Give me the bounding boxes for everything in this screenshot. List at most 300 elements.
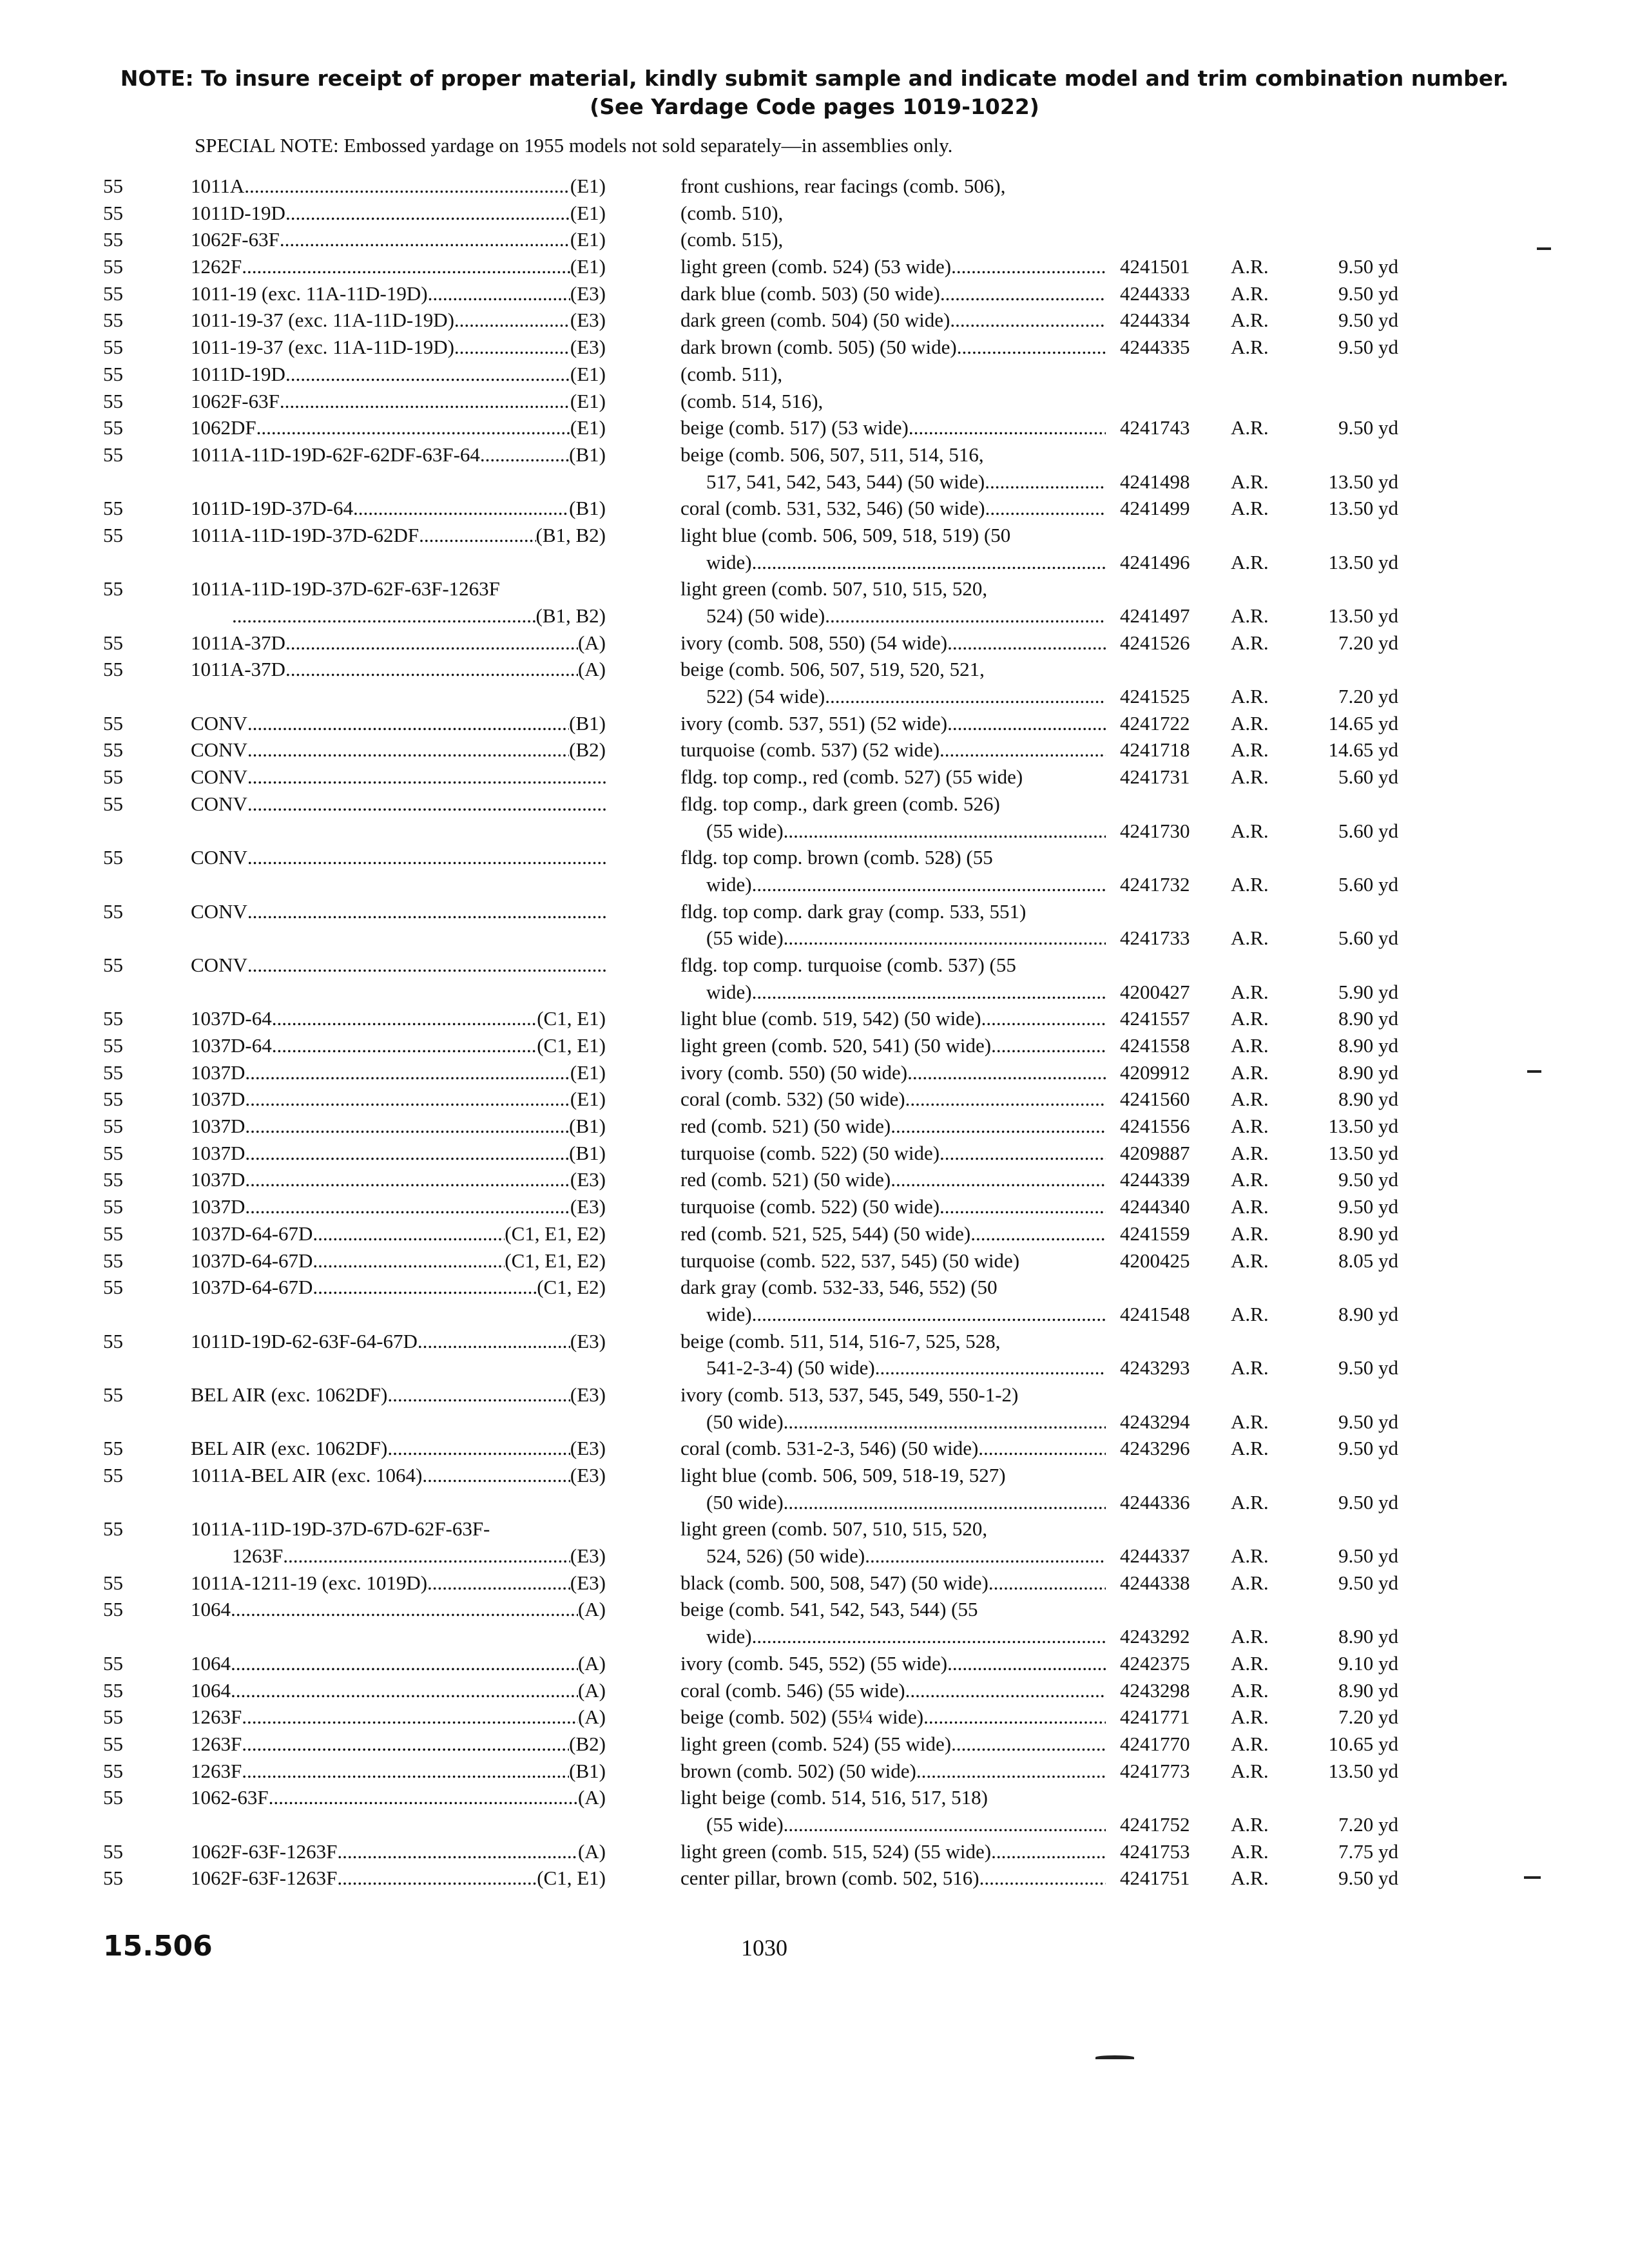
model-text: 1011A-11D-19D-37D-62DF bbox=[191, 523, 419, 546]
catalog-entry bbox=[0, 736, 1629, 764]
yardage-amount: 8.90 yd bbox=[1338, 1625, 1398, 1648]
leader-dots bbox=[985, 468, 1106, 495]
description-text: dark green (comb. 504) (50 wide) bbox=[680, 309, 950, 332]
model-text: 1263F bbox=[191, 1706, 242, 1729]
model-designation bbox=[191, 200, 606, 227]
model-year: 55 bbox=[103, 523, 123, 546]
catalog-line bbox=[0, 925, 1629, 952]
catalog-line bbox=[0, 1193, 1629, 1220]
model-designation bbox=[191, 1059, 606, 1086]
catalog-entry bbox=[0, 388, 1629, 415]
model-year: 55 bbox=[103, 899, 123, 923]
item-description bbox=[680, 1515, 1106, 1542]
yardage-amount: 9.50 yd bbox=[1338, 1571, 1398, 1594]
catalog-line bbox=[0, 1758, 1629, 1785]
trim-code: (E3) bbox=[570, 282, 606, 305]
catalog-entry bbox=[0, 1247, 1629, 1274]
part-number: 4241751 bbox=[1120, 1867, 1190, 1890]
part-number: 4244338 bbox=[1120, 1571, 1190, 1594]
model-text: 1037D bbox=[191, 1195, 246, 1218]
leader-dots bbox=[313, 1247, 505, 1274]
yardage-amount: 9.50 yd bbox=[1338, 1867, 1398, 1890]
quantity: A.R. bbox=[1231, 282, 1269, 305]
part-number: 4244333 bbox=[1120, 282, 1190, 305]
model-designation bbox=[191, 1865, 606, 1892]
model-text: 1011A-37D bbox=[191, 631, 285, 654]
catalog-line bbox=[0, 1301, 1629, 1328]
leader-dots bbox=[454, 334, 570, 361]
part-number: 4243292 bbox=[1120, 1625, 1190, 1648]
quantity: A.R. bbox=[1231, 1437, 1269, 1460]
leader-dots bbox=[256, 414, 570, 441]
description-text: ivory (comb. 545, 552) (55 wide) bbox=[680, 1651, 948, 1675]
catalog-line bbox=[0, 441, 1629, 468]
description-text: (50 wide) bbox=[706, 1490, 784, 1514]
leader-dots bbox=[269, 1784, 578, 1811]
yardage-amount: 7.20 yd bbox=[1338, 1706, 1398, 1729]
yardage-amount: 9.50 yd bbox=[1338, 1437, 1398, 1460]
model-designation bbox=[191, 1328, 606, 1355]
quantity: A.R. bbox=[1231, 1812, 1269, 1836]
item-description bbox=[680, 200, 1106, 227]
leader-dots bbox=[947, 629, 1106, 657]
model-designation bbox=[191, 575, 606, 602]
model-designation bbox=[191, 1758, 606, 1785]
leader-dots bbox=[970, 1220, 1106, 1247]
description-text: red (comb. 521) (50 wide) bbox=[680, 1115, 891, 1138]
item-description bbox=[680, 1005, 1106, 1032]
model-year: 55 bbox=[103, 1464, 123, 1486]
model-designation bbox=[191, 898, 606, 925]
catalog-line bbox=[0, 388, 1629, 415]
model-designation bbox=[191, 791, 606, 818]
leader-dots bbox=[916, 1758, 1106, 1785]
description-text: red (comb. 521) (50 wide) bbox=[680, 1168, 891, 1191]
catalog-entry bbox=[0, 1086, 1629, 1113]
part-number: 4241731 bbox=[1120, 765, 1190, 789]
yardage-amount: 8.90 yd bbox=[1338, 1302, 1398, 1325]
item-description bbox=[680, 656, 1106, 683]
model-text: 1062F-63F bbox=[191, 389, 280, 412]
catalog-line bbox=[0, 1596, 1629, 1623]
scan-mark bbox=[1095, 2055, 1134, 2059]
part-number: 4241771 bbox=[1120, 1706, 1190, 1729]
trim-code: (E1) bbox=[570, 201, 606, 224]
item-description bbox=[680, 1381, 1106, 1408]
leader-dots bbox=[951, 1731, 1106, 1758]
trim-code: (B2) bbox=[569, 738, 606, 762]
catalog-entry bbox=[0, 656, 1629, 709]
model-text: CONV bbox=[191, 765, 247, 789]
catalog-entry bbox=[0, 1515, 1629, 1569]
scan-mark bbox=[1527, 1070, 1541, 1073]
leader-dots bbox=[242, 1758, 569, 1785]
item-description bbox=[680, 1704, 1106, 1731]
leader-dots bbox=[419, 522, 535, 549]
model-text: 1011D-19D-62-63F-64-67D bbox=[191, 1329, 418, 1352]
leader-dots bbox=[247, 710, 569, 737]
catalog-entry bbox=[0, 200, 1629, 227]
quantity: A.R. bbox=[1231, 1732, 1269, 1755]
yardage-amount: 8.90 yd bbox=[1338, 1222, 1398, 1245]
model-text: 1037D bbox=[191, 1088, 246, 1111]
description-text: light blue (comb. 506, 509, 518-19, 527) bbox=[680, 1464, 1006, 1486]
trim-code: (A) bbox=[577, 1840, 606, 1863]
model-designation bbox=[191, 1596, 606, 1623]
leader-dots bbox=[245, 1086, 570, 1113]
description-text: turquoise (comb. 522) (50 wide) bbox=[680, 1141, 940, 1164]
item-description bbox=[680, 1650, 1106, 1677]
item-description bbox=[680, 1193, 1106, 1220]
leader-dots bbox=[280, 226, 570, 253]
model-year: 55 bbox=[103, 1437, 123, 1460]
item-description bbox=[706, 1301, 1106, 1328]
catalog-line bbox=[0, 1838, 1629, 1865]
item-description bbox=[680, 173, 1106, 200]
description-text: fldg. top comp., red (comb. 527) (55 wide) bbox=[680, 765, 1023, 789]
yardage-amount: 13.50 yd bbox=[1328, 1141, 1398, 1164]
model-designation bbox=[191, 736, 606, 764]
item-description bbox=[680, 226, 1106, 253]
model-designation bbox=[232, 1542, 606, 1570]
description-text: fldg. top comp. dark gray (comp. 533, 551) bbox=[680, 899, 1027, 923]
quantity: A.R. bbox=[1231, 980, 1269, 1003]
catalog-line bbox=[0, 307, 1629, 334]
catalog-line bbox=[0, 1166, 1629, 1193]
quantity: A.R. bbox=[1231, 1141, 1269, 1164]
model-year: 55 bbox=[103, 336, 123, 359]
item-description bbox=[680, 1274, 1106, 1301]
model-text: CONV bbox=[191, 953, 247, 976]
yardage-amount: 9.10 yd bbox=[1338, 1651, 1398, 1675]
quantity: A.R. bbox=[1231, 1088, 1269, 1111]
part-number: 4241730 bbox=[1120, 819, 1190, 842]
model-designation bbox=[191, 495, 606, 522]
catalog-entry bbox=[0, 522, 1629, 575]
catalog-entry bbox=[0, 629, 1629, 657]
item-description bbox=[680, 710, 1106, 737]
part-number: 4241559 bbox=[1120, 1222, 1190, 1245]
catalog-line bbox=[0, 173, 1629, 200]
model-text: 1037D-64 bbox=[191, 1034, 272, 1057]
model-text: BEL AIR (exc. 1062DF) bbox=[191, 1437, 388, 1460]
leader-dots bbox=[272, 1032, 537, 1059]
description-text: light green (comb. 507, 510, 515, 520, bbox=[680, 1517, 988, 1541]
model-text: 1011D-19D bbox=[191, 201, 285, 224]
quantity: A.R. bbox=[1231, 497, 1269, 520]
leader-dots bbox=[245, 1166, 570, 1193]
catalog-entry bbox=[0, 1328, 1629, 1381]
catalog-line bbox=[0, 764, 1629, 791]
model-year: 55 bbox=[103, 1383, 123, 1406]
description-text: 524) (50 wide) bbox=[706, 604, 825, 627]
description-text: dark gray (comb. 532-33, 546, 552) (50 bbox=[680, 1276, 998, 1299]
item-description bbox=[706, 818, 1106, 845]
catalog-entry bbox=[0, 226, 1629, 253]
model-text: 1037D-64-67D bbox=[191, 1222, 313, 1245]
quantity: A.R. bbox=[1231, 1034, 1269, 1057]
model-year: 55 bbox=[103, 1706, 123, 1729]
model-designation bbox=[191, 414, 606, 441]
catalog-entry bbox=[0, 1193, 1629, 1220]
catalog-line bbox=[0, 334, 1629, 361]
part-number: 4241732 bbox=[1120, 872, 1190, 896]
item-description bbox=[680, 1220, 1106, 1247]
description-text: fldg. top comp., dark green (comb. 526) bbox=[680, 792, 1000, 815]
model-year: 55 bbox=[103, 228, 123, 251]
leader-dots bbox=[784, 1811, 1106, 1838]
trim-code: (E3) bbox=[570, 1195, 606, 1218]
item-description bbox=[680, 844, 1106, 871]
model-year: 55 bbox=[103, 282, 123, 305]
scan-mark bbox=[1524, 1876, 1541, 1879]
leader-dots bbox=[247, 736, 569, 764]
model-year: 55 bbox=[103, 1222, 123, 1245]
description-text: ivory (comb. 550) (50 wide) bbox=[680, 1061, 908, 1084]
item-description bbox=[680, 1032, 1106, 1059]
yardage-amount: 9.50 yd bbox=[1338, 1410, 1398, 1433]
catalog-line bbox=[0, 683, 1629, 710]
model-year: 55 bbox=[103, 389, 123, 412]
leader-dots bbox=[891, 1166, 1106, 1193]
leader-dots bbox=[313, 1220, 505, 1247]
leader-dots bbox=[752, 549, 1106, 576]
trim-code: (A) bbox=[577, 631, 606, 654]
description-text: wide) bbox=[706, 1625, 752, 1648]
yardage-amount: 13.50 yd bbox=[1328, 550, 1398, 573]
trim-code: (B2) bbox=[569, 1732, 606, 1755]
item-description bbox=[680, 791, 1106, 818]
description-text: fldg. top comp. turquoise (comb. 537) (55 bbox=[680, 953, 1016, 976]
quantity: A.R. bbox=[1231, 1678, 1269, 1702]
description-text: front cushions, rear facings (comb. 506), bbox=[680, 175, 1006, 197]
part-number: 4244340 bbox=[1120, 1195, 1190, 1218]
description-text: dark brown (comb. 505) (50 wide) bbox=[680, 336, 957, 359]
model-text: 1062F-63F-1263F bbox=[191, 1867, 338, 1890]
yardage-amount: 8.90 yd bbox=[1338, 1088, 1398, 1111]
catalog-line bbox=[0, 1650, 1629, 1677]
description-text: wide) bbox=[706, 550, 752, 573]
quantity: A.R. bbox=[1231, 1302, 1269, 1325]
catalog-line bbox=[0, 1704, 1629, 1731]
leader-dots bbox=[313, 1274, 537, 1301]
header-note bbox=[0, 64, 1629, 121]
catalog-entry bbox=[0, 1596, 1629, 1649]
leader-dots bbox=[947, 1650, 1106, 1677]
model-designation bbox=[191, 226, 606, 253]
leader-dots bbox=[245, 1193, 570, 1220]
catalog-entry bbox=[0, 1784, 1629, 1838]
trim-code: (B1) bbox=[569, 1759, 606, 1782]
item-description bbox=[706, 979, 1106, 1006]
leader-dots bbox=[231, 1596, 578, 1623]
model-text: 1064 bbox=[191, 1651, 231, 1675]
leader-dots bbox=[988, 1570, 1106, 1597]
catalog-line bbox=[0, 1515, 1629, 1542]
leader-dots bbox=[231, 1677, 578, 1704]
quantity: A.R. bbox=[1231, 1706, 1269, 1729]
item-description bbox=[680, 388, 1106, 415]
yardage-amount: 14.65 yd bbox=[1328, 711, 1398, 735]
model-designation bbox=[191, 1086, 606, 1113]
yardage-amount: 7.75 yd bbox=[1338, 1840, 1398, 1863]
leader-dots bbox=[784, 818, 1106, 845]
quantity: A.R. bbox=[1231, 1544, 1269, 1568]
quantity: A.R. bbox=[1231, 336, 1269, 359]
catalog-line bbox=[0, 414, 1629, 441]
model-designation bbox=[232, 602, 606, 629]
catalog-entry bbox=[0, 441, 1629, 495]
item-description bbox=[680, 253, 1106, 280]
quantity: A.R. bbox=[1231, 872, 1269, 896]
quantity: A.R. bbox=[1231, 309, 1269, 332]
quantity: A.R. bbox=[1231, 470, 1269, 493]
catalog-entry bbox=[0, 1032, 1629, 1059]
catalog-line bbox=[0, 1462, 1629, 1489]
trim-code: (A) bbox=[577, 1706, 606, 1729]
catalog-entry bbox=[0, 1570, 1629, 1597]
description-text: light green (comb. 524) (53 wide) bbox=[680, 255, 952, 278]
catalog-entry bbox=[0, 764, 1629, 791]
leader-dots bbox=[957, 334, 1106, 361]
catalog-line bbox=[0, 898, 1629, 925]
quantity: A.R. bbox=[1231, 1759, 1269, 1782]
model-year: 55 bbox=[103, 1732, 123, 1755]
description-text: light green (comb. 520, 541) (50 wide) bbox=[680, 1034, 992, 1057]
item-description bbox=[680, 629, 1106, 657]
item-description bbox=[680, 1677, 1106, 1704]
catalog-line bbox=[0, 1677, 1629, 1704]
yardage-amount: 13.50 yd bbox=[1328, 470, 1398, 493]
model-text: 1011-19 (exc. 11A-11D-19D) bbox=[191, 282, 428, 305]
part-number: 4241722 bbox=[1120, 711, 1190, 735]
quantity: A.R. bbox=[1231, 1249, 1269, 1272]
model-designation bbox=[191, 361, 606, 388]
description-text: fldg. top comp. brown (comb. 528) (55 bbox=[680, 846, 993, 869]
trim-code: (C1, E1, E2) bbox=[505, 1249, 606, 1272]
model-designation bbox=[191, 307, 606, 334]
description-text: (55 wide) bbox=[706, 927, 784, 950]
model-designation bbox=[191, 173, 606, 200]
model-year: 55 bbox=[103, 765, 123, 789]
model-designation bbox=[191, 1166, 606, 1193]
description-text: beige (comb. 506, 507, 511, 514, 516, bbox=[680, 443, 984, 466]
model-year: 55 bbox=[103, 658, 123, 681]
quantity: A.R. bbox=[1231, 631, 1269, 654]
leader-dots bbox=[244, 173, 570, 200]
model-designation bbox=[191, 629, 606, 657]
trim-code: (C1, E1) bbox=[537, 1034, 606, 1057]
yardage-amount: 9.50 yd bbox=[1338, 1168, 1398, 1191]
item-description bbox=[680, 1059, 1106, 1086]
quantity: A.R. bbox=[1231, 1571, 1269, 1594]
catalog-entry bbox=[0, 575, 1629, 629]
catalog-line bbox=[0, 1381, 1629, 1408]
item-description bbox=[706, 1623, 1106, 1650]
part-number: 4209912 bbox=[1120, 1061, 1190, 1084]
description-text: black (comb. 500, 508, 547) (50 wide) bbox=[680, 1571, 988, 1594]
catalog-line bbox=[0, 1005, 1629, 1032]
leader-dots bbox=[907, 1059, 1106, 1086]
leader-dots bbox=[909, 414, 1106, 441]
description-text: beige (comb. 502) (55¼ wide) bbox=[680, 1706, 924, 1729]
model-year: 55 bbox=[103, 1517, 123, 1541]
leader-dots bbox=[280, 388, 570, 415]
trim-code: (E1) bbox=[570, 228, 606, 251]
model-text: 1011D-19D bbox=[191, 362, 285, 385]
part-number: 4241718 bbox=[1120, 738, 1190, 762]
model-text: CONV bbox=[191, 899, 247, 923]
yardage-amount: 5.90 yd bbox=[1338, 980, 1398, 1003]
model-text: 1037D-64-67D bbox=[191, 1276, 313, 1299]
model-year: 55 bbox=[103, 1329, 123, 1352]
model-text: BEL AIR (exc. 1062DF) bbox=[191, 1383, 388, 1406]
model-year: 55 bbox=[103, 738, 123, 762]
model-text: 1011D-19D-37D-64 bbox=[191, 497, 353, 520]
description-text: light green (comb. 524) (55 wide) bbox=[680, 1732, 952, 1755]
leader-dots bbox=[923, 1704, 1106, 1731]
trim-code: (C1, E1) bbox=[537, 1007, 606, 1030]
yardage-amount: 7.20 yd bbox=[1338, 685, 1398, 708]
leader-dots bbox=[245, 1113, 569, 1140]
catalog-line bbox=[0, 1059, 1629, 1086]
part-number: 4241733 bbox=[1120, 927, 1190, 950]
description-text: 541-2-3-4) (50 wide) bbox=[706, 1356, 875, 1379]
part-number: 4244337 bbox=[1120, 1544, 1190, 1568]
leader-dots bbox=[247, 952, 606, 979]
model-year: 55 bbox=[103, 577, 123, 601]
leader-dots bbox=[231, 1650, 578, 1677]
yardage-amount: 5.60 yd bbox=[1338, 819, 1398, 842]
quantity: A.R. bbox=[1231, 685, 1269, 708]
model-year: 55 bbox=[103, 1786, 123, 1809]
leader-dots bbox=[981, 1005, 1106, 1032]
catalog-line bbox=[0, 1086, 1629, 1113]
model-designation bbox=[191, 1731, 606, 1758]
description-text: turquoise (comb. 537) (52 wide) bbox=[680, 738, 940, 762]
catalog-line bbox=[0, 361, 1629, 388]
model-text: 1062F-63F bbox=[191, 228, 280, 251]
catalog-entry bbox=[0, 1758, 1629, 1785]
yardage-amount: 8.90 yd bbox=[1338, 1061, 1398, 1084]
catalog-line bbox=[0, 1220, 1629, 1247]
item-description bbox=[680, 952, 1106, 979]
description-text: 524, 526) (50 wide) bbox=[706, 1544, 865, 1568]
yardage-amount: 9.50 yd bbox=[1338, 336, 1398, 359]
catalog-line bbox=[0, 522, 1629, 549]
leader-dots bbox=[242, 253, 570, 280]
catalog-entry bbox=[0, 1220, 1629, 1247]
catalog-line bbox=[0, 1354, 1629, 1381]
leader-dots bbox=[337, 1865, 537, 1892]
trim-code: (B1) bbox=[569, 497, 606, 520]
yardage-amount: 9.50 yd bbox=[1338, 416, 1398, 439]
yardage-amount: 9.50 yd bbox=[1338, 282, 1398, 305]
catalog-line bbox=[0, 871, 1629, 898]
item-description bbox=[680, 1140, 1106, 1167]
item-description bbox=[706, 1811, 1106, 1838]
leader-dots bbox=[940, 1140, 1106, 1167]
item-description bbox=[680, 1247, 1106, 1274]
leader-dots bbox=[242, 1704, 578, 1731]
model-designation bbox=[191, 710, 606, 737]
description-text: coral (comb. 531-2-3, 546) (50 wide) bbox=[680, 1437, 979, 1460]
item-description bbox=[706, 1542, 1106, 1570]
item-description bbox=[680, 1086, 1106, 1113]
model-year: 55 bbox=[103, 711, 123, 735]
description-text: light blue (comb. 506, 509, 518, 519) (50 bbox=[680, 523, 1011, 546]
leader-dots bbox=[427, 1570, 570, 1597]
